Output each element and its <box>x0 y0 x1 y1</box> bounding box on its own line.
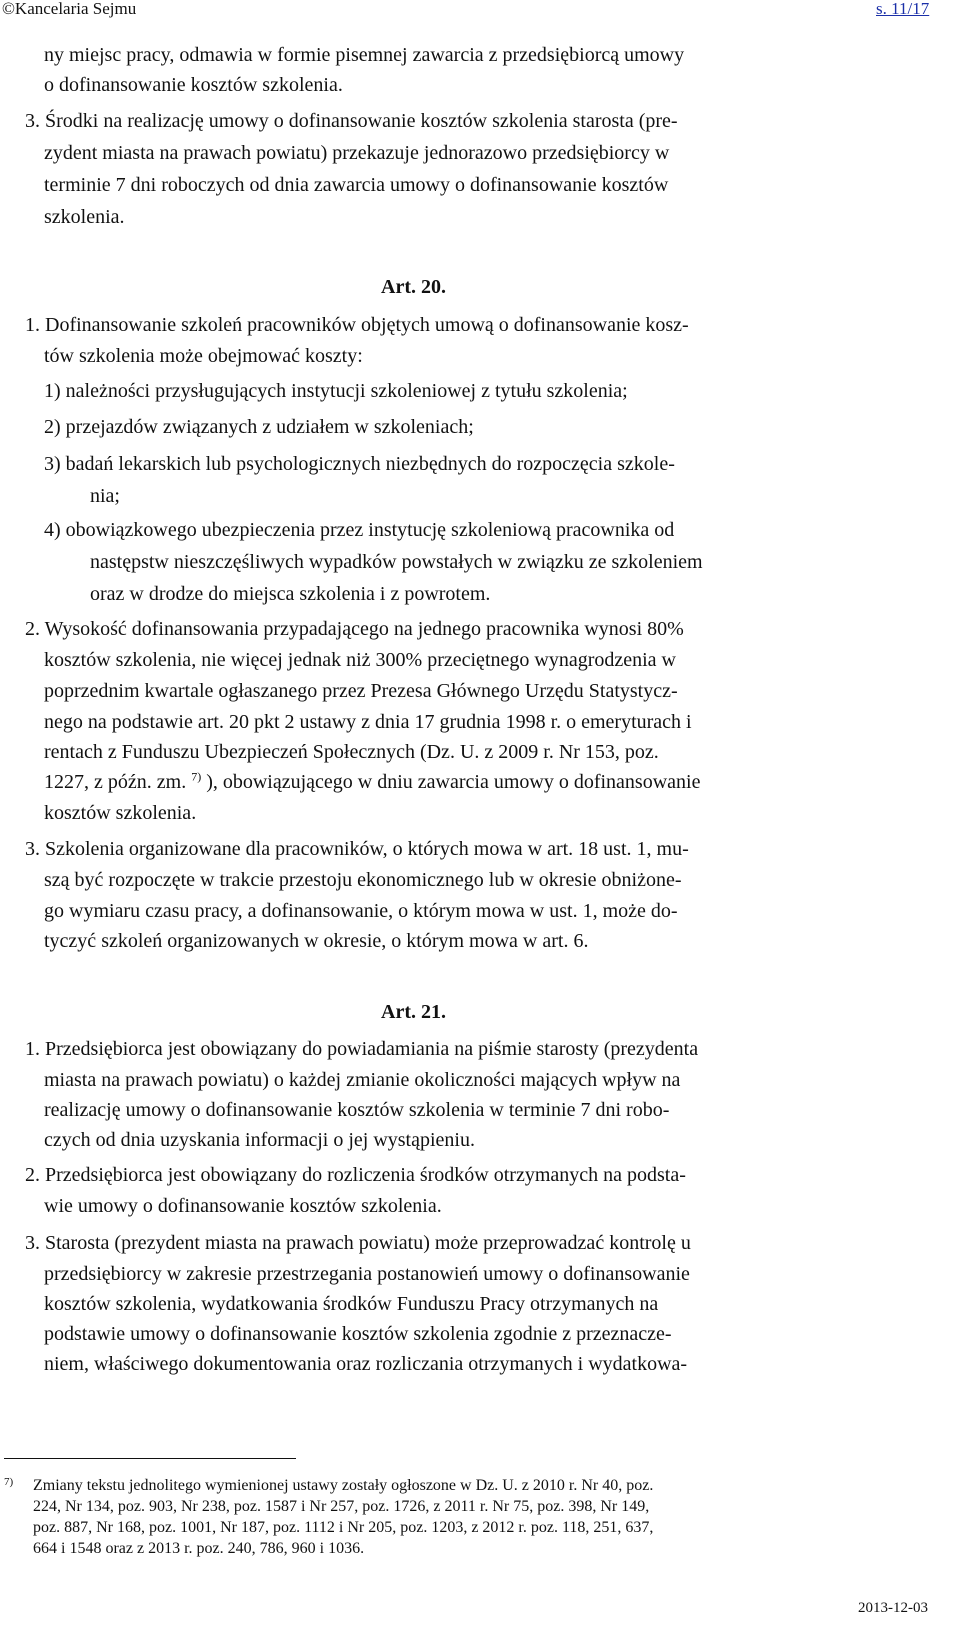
text-line: następstw nieszczęśliwych wypadków powstałych w związku ze szkoleniem <box>90 551 703 573</box>
text-line: 1. Przedsiębiorca jest obowiązany do powiadamiania na piśmie starosty (prezydenta <box>25 1038 699 1060</box>
document-date: 2013-12-03 <box>858 1600 928 1616</box>
article-heading: Art. 20. <box>381 276 446 298</box>
text-segment: 1227, z późn. zm. <box>44 771 187 793</box>
page-header <box>0 0 960 20</box>
text-line: poprzednim kwartale ogłaszanego przez Prezesa Głównego Urzędu Statystycz- <box>44 680 678 702</box>
footnote-line: 224, Nr 134, poz. 903, Nr 238, poz. 1587 i Nr 257, poz. 1726, z 2011 r. Nr 75, poz. 398, Nr 149, <box>33 1498 650 1515</box>
page-number-link[interactable]: s. 11/17 <box>876 0 930 18</box>
text-line: oraz w drodze do miejsca szkolenia i z powrotem. <box>90 583 491 605</box>
list-item: 1) należności przysługujących instytucji szkoleniowej z tytułu szkolenia; <box>44 380 628 402</box>
text-line: szą być rozpoczęte w trakcie przestoju ekonomicznego lub w okresie obniżone- <box>44 869 682 891</box>
footnote-marker: 7) <box>4 1476 14 1488</box>
text-line: miasta na prawach powiatu) o każdej zmianie okoliczności mających wpływ na <box>44 1069 681 1091</box>
list-item: 4) obowiązkowego ubezpieczenia przez instytucję szkoleniową pracownika od <box>44 519 675 541</box>
text-line: 2. Przedsiębiorca jest obowiązany do rozliczenia środków otrzymanych na podsta- <box>25 1164 686 1186</box>
text-line: 2. Wysokość dofinansowania przypadającego na jednego pracownika wynosi 80% <box>25 618 684 640</box>
text-line: zydent miasta na prawach powiatu) przekazuje jednorazowo przedsiębiorcy w <box>44 142 670 164</box>
text-line: 3. Szkolenia organizowane dla pracowników, o których mowa w art. 18 ust. 1, mu- <box>25 838 689 860</box>
footnote-reference[interactable]: 7) <box>191 769 202 784</box>
footnote-line: poz. 887, Nr 168, poz. 1001, Nr 187, poz. 1112 i Nr 205, poz. 1203, z 2012 r. poz. 118, 251, 637, <box>33 1519 654 1536</box>
header-source: ©Kancelaria Sejmu <box>2 0 137 18</box>
list-item: 3) badań lekarskich lub psychologicznych niezbędnych do rozpoczęcia szkole- <box>44 453 675 475</box>
text-line: 1. Dofinansowanie szkoleń pracowników objętych umową o dofinansowanie kosz- <box>25 314 689 336</box>
footnote-line: Zmiany tekstu jednolitego wymienionej ustawy zostały ogłoszone w Dz. U. z 2010 r. Nr 40, poz. <box>33 1477 654 1494</box>
text-line: rentach z Funduszu Ubezpieczeń Społecznych (Dz. U. z 2009 r. Nr 153, poz. <box>44 741 659 763</box>
text-line: podstawie umowy o dofinansowanie kosztów szkolenia zgodnie z przeznacze- <box>44 1323 672 1345</box>
text-line: nia; <box>90 485 120 507</box>
text-line: przedsiębiorcy w zakresie przestrzegania postanowień umowy o dofinansowanie <box>44 1263 690 1285</box>
text-line: niem, właściwego dokumentowania oraz rozliczania otrzymanych i wydatkowa- <box>44 1353 688 1375</box>
footnote-line: 664 i 1548 oraz z 2013 r. poz. 240, 786, 960 i 1036. <box>33 1540 365 1557</box>
text-line: kosztów szkolenia, nie więcej jednak niż 300% przeciętnego wynagrodzenia w <box>44 649 676 671</box>
text-line: 3. Starosta (prezydent miasta na prawach powiatu) może przeprowadzać kontrolę u <box>25 1232 691 1254</box>
list-item: 2) przejazdów związanych z udziałem w szkoleniach; <box>44 416 474 438</box>
text-line: go wymiaru czasu pracy, a dofinansowanie, o którym mowa w ust. 1, może do- <box>44 900 678 922</box>
footnote-divider <box>4 1458 296 1459</box>
text-segment: ), obowiązującego w dniu zawarcia umowy o dofinansowanie <box>206 771 701 793</box>
text-line: 3. Środki na realizację umowy o dofinansowanie kosztów szkolenia starosta (pre- <box>25 110 678 132</box>
text-line: kosztów szkolenia, wydatkowania środków Funduszu Pracy otrzymanych na <box>44 1293 659 1315</box>
text-line: ny miejsc pracy, odmawia w formie pisemnej zawarcia z przedsiębiorcą umowy <box>44 44 685 66</box>
text-line: tów szkolenia może obejmować koszty: <box>44 345 363 367</box>
text-line: wie umowy o dofinansowanie kosztów szkolenia. <box>44 1195 442 1217</box>
text-line: nego na podstawie art. 20 pkt 2 ustawy z dnia 17 grudnia 1998 r. o emeryturach i <box>44 711 692 733</box>
article-heading: Art. 21. <box>381 1001 446 1023</box>
text-line: realizację umowy o dofinansowanie kosztów szkolenia w terminie 7 dni robo- <box>44 1099 670 1121</box>
text-line: czych od dnia uzyskania informacji o jej wystąpieniu. <box>44 1129 475 1151</box>
text-line: o dofinansowanie kosztów szkolenia. <box>44 74 343 96</box>
text-line <box>44 770 700 794</box>
text-line: tyczyć szkoleń organizowanych w okresie, o którym mowa w art. 6. <box>44 930 589 952</box>
text-line: szkolenia. <box>44 206 125 228</box>
text-line: terminie 7 dni roboczych od dnia zawarcia umowy o dofinansowanie kosztów <box>44 174 669 196</box>
text-line: kosztów szkolenia. <box>44 802 197 824</box>
